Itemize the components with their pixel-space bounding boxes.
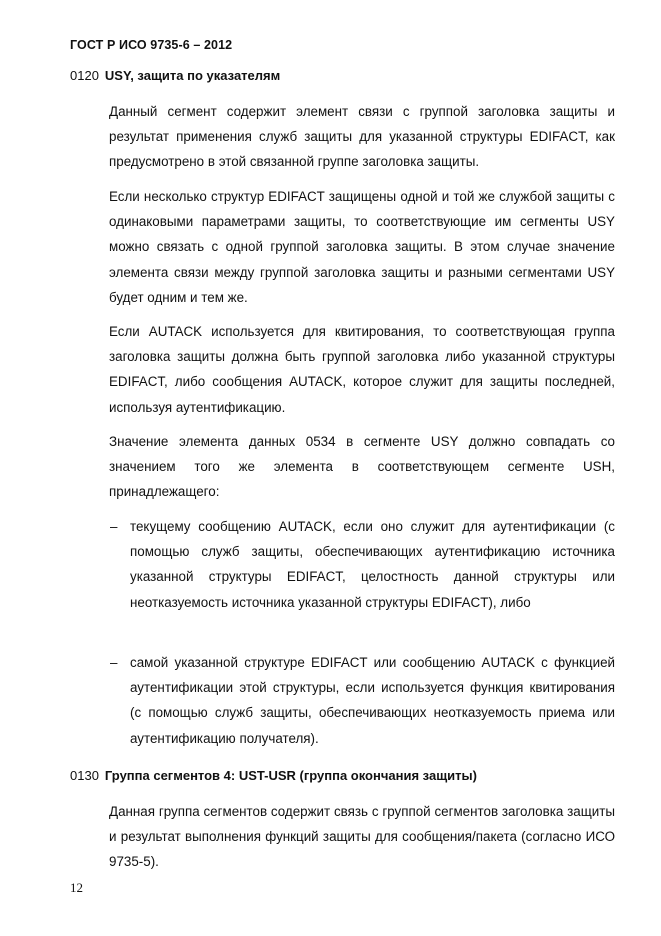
list-item: текущему сообщению AUTACK, если оно служит для аутентификации (с помощью служб защиты, обеспечивающих аутентификацию источника указанной структуры EDIFACT, целостность данной структуры или неотказуемость источника указанной структуры EDIFACT), либо [130, 519, 615, 610]
section-title: Группа сегментов 4: UST-USR (группа окончания защиты) [104, 768, 477, 783]
section-heading-0130 [70, 767, 477, 785]
bullet-marker: – [110, 655, 118, 670]
paragraph: Значение элемента данных 0534 в сегменте USY должно совпадать со значением того же элемента в соответствующем сегменте USH, принадлежащего: [109, 434, 615, 500]
list-item: самой указанной структуре EDIFACT или сообщению AUTACK с функцией аутентификации этой структуры, если используется функция квитирования (с помощью служб защиты, обеспечивающих неотказуемость приема или аутентификацию получателя). [130, 655, 615, 746]
paragraph: Данная группа сегментов содержит связь с группой сегментов заголовка защиты и результат выполнения функций защиты для сообщения/пакета (согласно ИСО 9735-5). [109, 804, 615, 870]
section-heading-0120 [70, 67, 280, 85]
section-number: 0120 [70, 68, 99, 83]
bullet-marker: – [110, 519, 118, 534]
section-title: USY, защита по указателям [104, 68, 281, 83]
section-number: 0130 [70, 768, 99, 783]
document-header: ГОСТ Р ИСО 9735-6 – 2012 [70, 38, 233, 52]
paragraph: Если AUTACK используется для квитирования, то соответствующая группа заголовка защиты должна быть группой заголовка либо указанной структуры EDIFACT, либо сообщения AUTACK, которое служит для защиты последней, используя аутентификацию. [109, 324, 615, 415]
page-number: 12 [70, 880, 83, 895]
paragraph: Если несколько структур EDIFACT защищены одной и той же службой защиты с одинаковыми параметрами защиты, то соответствующие им сегменты USY можно связать с одной группой заголовка защиты. В этом случае значение элемента связи между группой заголовка защиты и разными сегментами USY будет одним и тем же. [109, 189, 615, 305]
paragraph: Данный сегмент содержит элемент связи с группой заголовка защиты и результат применения служб защиты для указанной структуры EDIFACT, как предусмотрено в этой связанной группе заголовка защиты. [109, 104, 615, 170]
